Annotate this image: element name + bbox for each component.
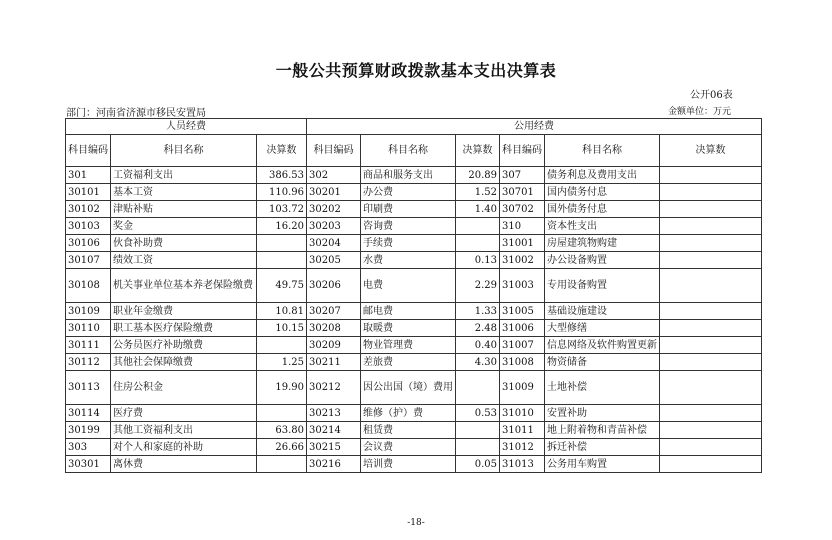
code-cell: 30112 (66, 354, 111, 371)
name-cell: 住房公积金 (111, 371, 257, 405)
page-title: 一般公共预算财政拨款基本支出决算表 (275, 61, 557, 80)
group-personnel: 人员经费 (66, 119, 307, 135)
page-number: -18- (407, 518, 425, 528)
name-cell: 水费 (361, 252, 456, 269)
code-cell: 31013 (500, 456, 545, 473)
name-cell: 对个人和家庭的补助 (111, 439, 257, 456)
header-amount: 决算数 (660, 135, 762, 167)
name-cell: 办公设备购置 (545, 252, 660, 269)
name-cell: 津贴补贴 (111, 201, 257, 218)
amount-cell: 10.81 (257, 303, 307, 320)
code-cell: 310 (500, 218, 545, 235)
amount-cell (456, 218, 500, 235)
amount-cell (660, 167, 762, 184)
code-cell: 30204 (307, 235, 361, 252)
name-cell: 工资福利支出 (111, 167, 257, 184)
code-cell: 30701 (500, 184, 545, 201)
name-cell: 国内债务付息 (545, 184, 660, 201)
amount-cell (660, 405, 762, 422)
unit-label: 金额单位：万元 (668, 107, 732, 117)
amount-cell: 0.40 (456, 337, 500, 354)
code-cell: 31001 (500, 235, 545, 252)
header-amount: 决算数 (257, 135, 307, 167)
amount-cell: 0.05 (456, 456, 500, 473)
code-cell: 30101 (66, 184, 111, 201)
name-cell: 债务利息及费用支出 (545, 167, 660, 184)
name-cell: 伙食补助费 (111, 235, 257, 252)
code-cell: 30108 (66, 269, 111, 303)
amount-cell: 103.72 (257, 201, 307, 218)
amount-cell (660, 320, 762, 337)
name-cell: 商品和服务支出 (361, 167, 456, 184)
name-cell: 差旅费 (361, 354, 456, 371)
amount-cell: 10.15 (257, 320, 307, 337)
name-cell: 取暖费 (361, 320, 456, 337)
code-cell: 30202 (307, 201, 361, 218)
table-row (66, 439, 762, 456)
amount-cell (660, 354, 762, 371)
name-cell: 绩效工资 (111, 252, 257, 269)
amount-cell: 4.30 (456, 354, 500, 371)
header-code: 科目编码 (307, 135, 361, 167)
code-cell: 30107 (66, 252, 111, 269)
amount-cell: 63.80 (257, 422, 307, 439)
table-row (66, 354, 762, 371)
table-row (66, 235, 762, 252)
name-cell: 维修（护）费 (361, 405, 456, 422)
table-row (66, 252, 762, 269)
amount-cell: 386.53 (257, 167, 307, 184)
name-cell: 资本性支出 (545, 218, 660, 235)
code-cell: 31011 (500, 422, 545, 439)
name-cell: 手续费 (361, 235, 456, 252)
column-header-row (66, 135, 762, 167)
table-row (66, 167, 762, 184)
table-row (66, 405, 762, 422)
code-cell: 30110 (66, 320, 111, 337)
name-cell: 电费 (361, 269, 456, 303)
amount-cell (257, 405, 307, 422)
amount-cell (456, 422, 500, 439)
header-name: 科目名称 (111, 135, 257, 167)
name-cell: 公务员医疗补助缴费 (111, 337, 257, 354)
code-cell: 31002 (500, 252, 545, 269)
code-cell: 31007 (500, 337, 545, 354)
amount-cell (660, 235, 762, 252)
department-label: 部门：河南省济源市移民安置局 (66, 108, 206, 119)
name-cell: 土地补偿 (545, 371, 660, 405)
amount-cell (257, 456, 307, 473)
code-cell: 30301 (66, 456, 111, 473)
table-row (66, 422, 762, 439)
amount-cell: 2.48 (456, 320, 500, 337)
amount-cell (660, 439, 762, 456)
name-cell: 公务用车购置 (545, 456, 660, 473)
code-cell: 30209 (307, 337, 361, 354)
name-cell: 房屋建筑物购建 (545, 235, 660, 252)
name-cell: 职业年金缴费 (111, 303, 257, 320)
code-cell: 30103 (66, 218, 111, 235)
amount-cell: 26.66 (257, 439, 307, 456)
name-cell: 医疗费 (111, 405, 257, 422)
amount-cell: 110.96 (257, 184, 307, 201)
code-cell: 30109 (66, 303, 111, 320)
name-cell: 培训费 (361, 456, 456, 473)
table-row (66, 184, 762, 201)
name-cell: 离休费 (111, 456, 257, 473)
amount-cell (660, 184, 762, 201)
header-name: 科目名称 (361, 135, 456, 167)
amount-cell: 1.33 (456, 303, 500, 320)
name-cell: 物资储备 (545, 354, 660, 371)
amount-cell: 20.89 (456, 167, 500, 184)
code-cell: 30215 (307, 439, 361, 456)
amount-cell (456, 439, 500, 456)
group-public: 公用经费 (307, 119, 762, 135)
header-code: 科目编码 (66, 135, 111, 167)
name-cell: 因公出国（境）费用 (361, 371, 456, 405)
name-cell: 地上附着物和青苗补偿 (545, 422, 660, 439)
name-cell: 机关事业单位基本养老保险缴费 (111, 269, 257, 303)
code-cell: 30111 (66, 337, 111, 354)
amount-cell: 1.25 (257, 354, 307, 371)
code-cell: 30205 (307, 252, 361, 269)
name-cell: 拆迁补偿 (545, 439, 660, 456)
code-cell: 30199 (66, 422, 111, 439)
table-row (66, 269, 762, 303)
code-cell: 30216 (307, 456, 361, 473)
amount-cell: 0.53 (456, 405, 500, 422)
expenditure-table (65, 118, 762, 473)
code-cell: 303 (66, 439, 111, 456)
code-cell: 31006 (500, 320, 545, 337)
code-cell: 30214 (307, 422, 361, 439)
group-header-row (66, 119, 762, 135)
amount-cell: 0.13 (456, 252, 500, 269)
code-cell: 30702 (500, 201, 545, 218)
code-cell: 302 (307, 167, 361, 184)
amount-cell (660, 337, 762, 354)
code-cell: 301 (66, 167, 111, 184)
code-cell: 30211 (307, 354, 361, 371)
amount-cell: 1.40 (456, 201, 500, 218)
name-cell: 其他社会保障缴费 (111, 354, 257, 371)
code-cell: 31010 (500, 405, 545, 422)
amount-cell (660, 201, 762, 218)
header-code: 科目编码 (500, 135, 545, 167)
amount-cell (660, 371, 762, 405)
name-cell: 办公费 (361, 184, 456, 201)
code-cell: 31008 (500, 354, 545, 371)
amount-cell (456, 371, 500, 405)
code-cell: 30113 (66, 371, 111, 405)
amount-cell: 2.29 (456, 269, 500, 303)
amount-cell (660, 252, 762, 269)
name-cell: 其他工资福利支出 (111, 422, 257, 439)
table-row (66, 218, 762, 235)
amount-cell: 16.20 (257, 218, 307, 235)
code-cell: 31003 (500, 269, 545, 303)
amount-cell: 19.90 (257, 371, 307, 405)
amount-cell: 49.75 (257, 269, 307, 303)
name-cell: 国外债务付息 (545, 201, 660, 218)
code-cell: 30106 (66, 235, 111, 252)
table-row (66, 320, 762, 337)
table-row (66, 456, 762, 473)
table-row (66, 201, 762, 218)
amount-cell (660, 269, 762, 303)
amount-cell (660, 456, 762, 473)
table-row (66, 303, 762, 320)
code-cell: 30102 (66, 201, 111, 218)
code-cell: 31012 (500, 439, 545, 456)
amount-cell (660, 422, 762, 439)
header-name: 科目名称 (545, 135, 660, 167)
code-cell: 30203 (307, 218, 361, 235)
amount-cell (660, 218, 762, 235)
amount-cell: 1.52 (456, 184, 500, 201)
amount-cell (660, 303, 762, 320)
name-cell: 物业管理费 (361, 337, 456, 354)
name-cell: 安置补助 (545, 405, 660, 422)
code-cell: 307 (500, 167, 545, 184)
name-cell: 专用设备购置 (545, 269, 660, 303)
code-cell: 30212 (307, 371, 361, 405)
code-cell: 31005 (500, 303, 545, 320)
code-cell: 30213 (307, 405, 361, 422)
name-cell: 信息网络及软件购置更新 (545, 337, 660, 354)
amount-cell (257, 252, 307, 269)
form-number: 公开06表 (690, 90, 733, 101)
table-row (66, 371, 762, 405)
name-cell: 会议费 (361, 439, 456, 456)
table-row (66, 337, 762, 354)
name-cell: 基本工资 (111, 184, 257, 201)
code-cell: 30207 (307, 303, 361, 320)
code-cell: 30206 (307, 269, 361, 303)
name-cell: 租赁费 (361, 422, 456, 439)
amount-cell (257, 337, 307, 354)
name-cell: 邮电费 (361, 303, 456, 320)
name-cell: 大型修缮 (545, 320, 660, 337)
code-cell: 30114 (66, 405, 111, 422)
header-amount: 决算数 (456, 135, 500, 167)
name-cell: 基础设施建设 (545, 303, 660, 320)
name-cell: 职工基本医疗保险缴费 (111, 320, 257, 337)
name-cell: 奖金 (111, 218, 257, 235)
name-cell: 印刷费 (361, 201, 456, 218)
name-cell: 咨询费 (361, 218, 456, 235)
code-cell: 31009 (500, 371, 545, 405)
amount-cell (456, 235, 500, 252)
code-cell: 30201 (307, 184, 361, 201)
amount-cell (257, 235, 307, 252)
code-cell: 30208 (307, 320, 361, 337)
